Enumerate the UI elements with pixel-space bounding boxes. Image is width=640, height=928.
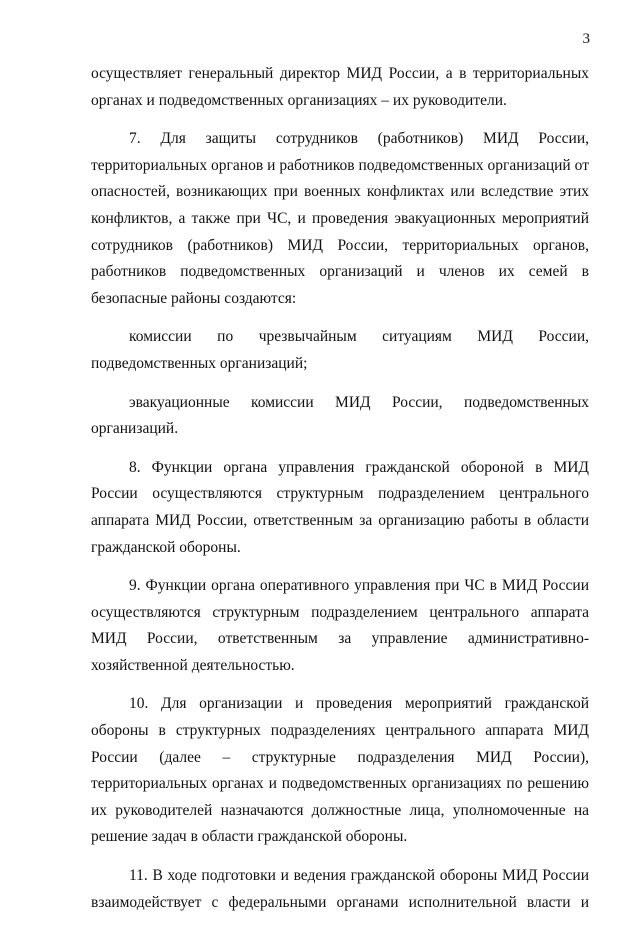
document-body bbox=[91, 61, 589, 928]
paragraph-item-9: 9. Функции органа оперативного управления при ЧС в МИД России осуществляются структурным подразделением центрального аппарата МИД России, ответственным за управление административно-хозяйственной деятельностью. bbox=[91, 577, 589, 674]
paragraph-list-emergency-commissions: комиссии по чрезвычайным ситуациям МИД России, подведомственных организаций; bbox=[91, 328, 589, 372]
paragraph-item-10: 10. Для организации и проведения мероприятий гражданской обороны в структурных подразделениях центрального аппарата МИД России (далее – структурные подразделения МИД России), территориальных органах и подведомственных организациях по решению их руководителей назначаются должностные лица, уполномоченные на решение задач в области гражданской обороны. bbox=[91, 695, 589, 846]
paragraph-item-7: 7. Для защиты сотрудников (работников) МИД России, территориальных органов и работников подведомственных организаций от опасностей, возникающих при военных конфликтах или вследствие этих конфликтов, а также при ЧС, и проведения эвакуационных мероприятий сотрудников (работников) МИД России, территориальных органов, работников подведомственных организаций и членов их семей в безопасные районы создаются: bbox=[91, 130, 589, 307]
paragraph-item-11: 11. В ходе подготовки и ведения гражданской обороны МИД России взаимодействует с федеральными органами исполнительной власти и bbox=[91, 867, 589, 911]
paragraph-continuation: осуществляет генеральный директор МИД России, а в территориальных органах и подведомственных организациях – их руководители. bbox=[91, 65, 589, 109]
paragraph-list-evacuation-commissions: эвакуационные комиссии МИД России, подведомственных организаций. bbox=[91, 393, 589, 438]
paragraph-item-8: 8. Функции органа управления гражданской обороной в МИД России осуществляются структурным подразделением центрального аппарата МИД России, ответственным за организацию работы в области гражданской обороны. bbox=[91, 458, 589, 556]
page-number: 3 bbox=[582, 31, 590, 47]
